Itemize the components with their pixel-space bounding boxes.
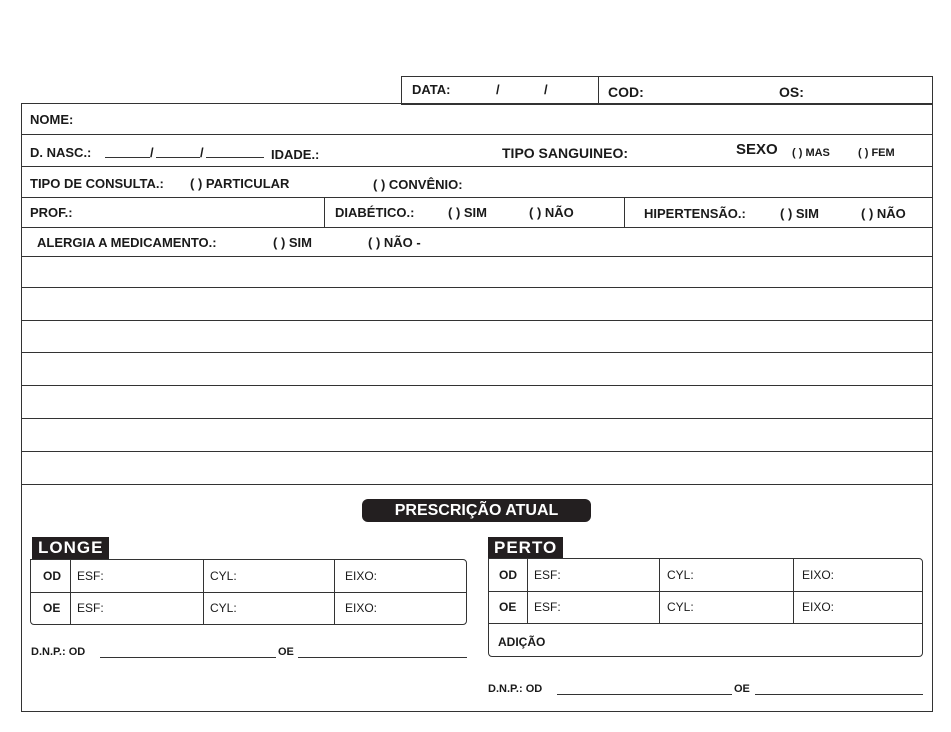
near-dnp-label: D.N.P.: OD [488, 683, 543, 695]
far-od-eye: OD [43, 569, 61, 583]
prescription-title: PRESCRIÇÃO ATUAL [362, 499, 591, 522]
date-separator: / [544, 82, 548, 97]
near-od-eye: OD [499, 568, 517, 582]
cod-label: COD: [608, 84, 644, 100]
allergy-label: ALERGIA A MEDICAMENTO.: [37, 235, 217, 250]
sex-female-option[interactable]: ( ) FEM [858, 147, 895, 159]
far-oe-eixo[interactable]: EIXO: [345, 601, 378, 615]
near-od-esf[interactable]: ESF: [534, 568, 561, 582]
diabetic-label: DIABÉTICO.: [335, 205, 415, 220]
near-oe-esf[interactable]: ESF: [534, 600, 561, 614]
os-label: OS: [779, 84, 804, 100]
diabetic-yes-option[interactable]: ( ) SIM [448, 205, 487, 220]
near-dnp-od-field[interactable] [557, 682, 732, 695]
far-tag: LONGE [32, 537, 109, 559]
date-separator: / [496, 82, 500, 97]
hypertension-label: HIPERTENSÃO.: [644, 206, 746, 221]
near-oe-eixo[interactable]: EIXO: [802, 600, 835, 614]
allergy-yes-option[interactable]: ( ) SIM [273, 235, 312, 250]
sex-male-option[interactable]: ( ) MAS [792, 147, 830, 159]
far-dnp-od-field[interactable] [100, 645, 276, 658]
date-label: DATA: [412, 82, 451, 97]
far-od-esf[interactable]: ESF: [77, 569, 104, 583]
header-box [401, 76, 933, 105]
birth-separator: / [200, 145, 204, 160]
near-od-eixo[interactable]: EIXO: [802, 568, 835, 582]
far-oe-cyl[interactable]: CYL: [210, 601, 237, 615]
diabetic-no-option[interactable]: ( ) NÃO [529, 205, 574, 220]
near-oe-cyl[interactable]: CYL: [667, 600, 694, 614]
near-od-cyl[interactable]: CYL: [667, 568, 694, 582]
consult-plan-option[interactable]: ( ) CONVÊNIO: [373, 177, 463, 192]
hypertension-yes-option[interactable]: ( ) SIM [780, 206, 819, 221]
far-dnp-label: D.N.P.: OD [31, 646, 86, 658]
near-dnp-oe-field[interactable] [755, 682, 923, 695]
birth-month-field[interactable] [156, 145, 200, 158]
birth-date-label: D. NASC.: [30, 145, 92, 160]
blood-type-label: TIPO SANGUINEO: [502, 145, 629, 161]
age-label: IDADE.: [271, 147, 320, 162]
allergy-no-option[interactable]: ( ) NÃO - [368, 235, 421, 250]
hypertension-no-option[interactable]: ( ) NÃO [861, 206, 906, 221]
far-oe-eye: OE [43, 601, 61, 615]
birth-day-field[interactable] [105, 145, 150, 158]
near-oe-eye: OE [499, 600, 517, 614]
birth-year-field[interactable] [206, 145, 264, 158]
sex-label: SEXO [736, 141, 778, 158]
far-oe-esf[interactable]: ESF: [77, 601, 104, 615]
professional-label: PROF.: [30, 205, 73, 220]
consult-type-label: TIPO DE CONSULTA.: [30, 176, 164, 191]
name-label: NOME: [30, 112, 74, 127]
consult-private-option[interactable]: ( ) PARTICULAR [190, 176, 290, 191]
far-od-eixo[interactable]: EIXO: [345, 569, 378, 583]
near-dnp-oe-label: OE [734, 683, 750, 695]
near-addition-label[interactable]: ADIÇÃO [498, 635, 546, 649]
far-dnp-oe-label: OE [278, 646, 294, 658]
birth-separator: / [150, 145, 154, 160]
far-od-cyl[interactable]: CYL: [210, 569, 237, 583]
near-tag: PERTO [488, 537, 563, 559]
far-dnp-oe-field[interactable] [298, 645, 467, 658]
